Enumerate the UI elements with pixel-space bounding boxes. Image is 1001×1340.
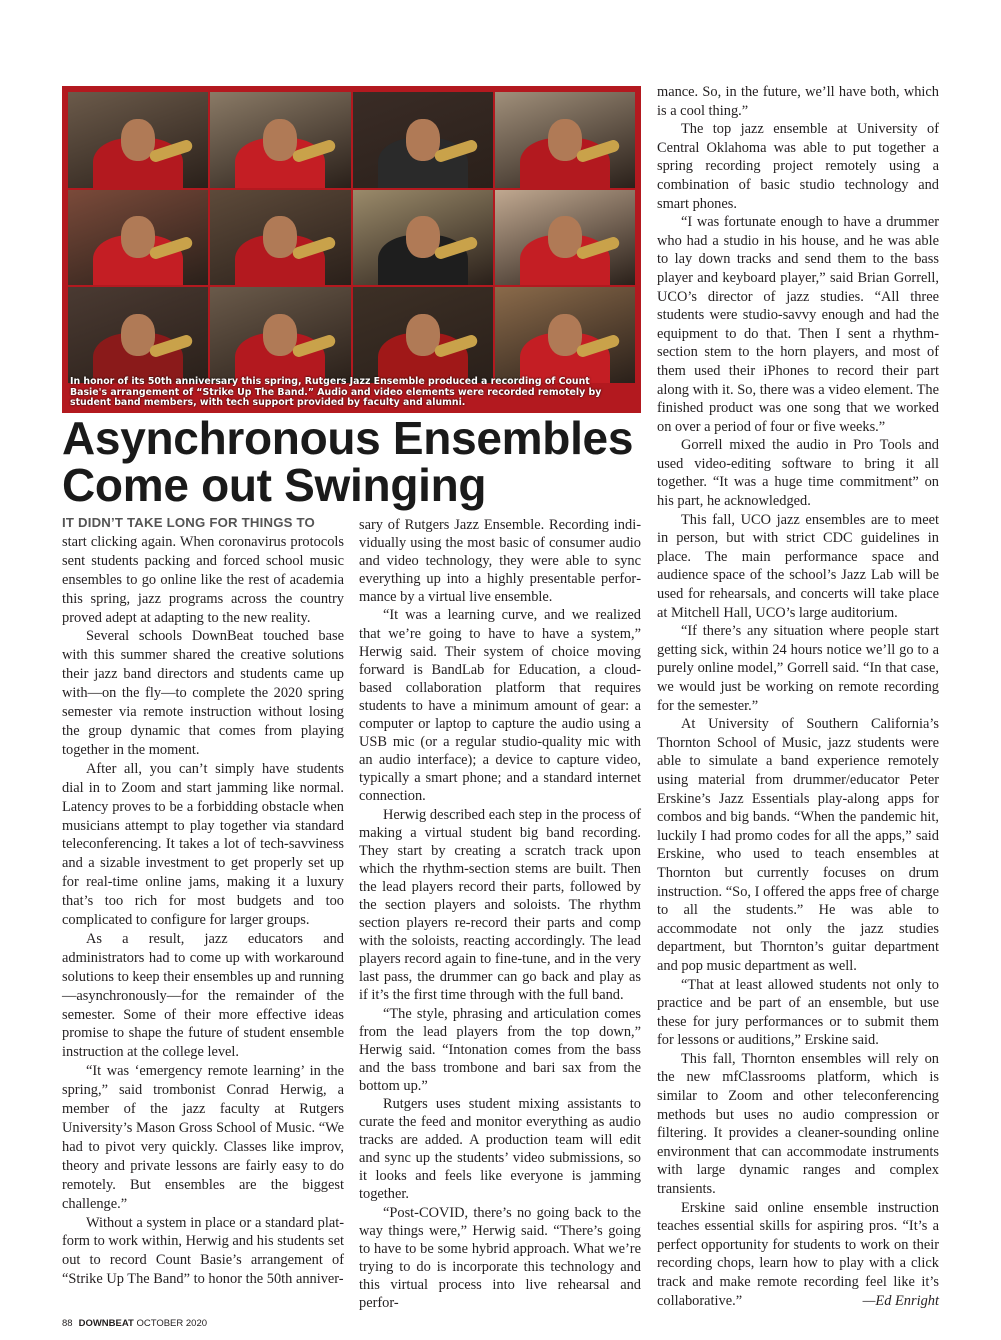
article-paragraph bbox=[62, 760, 344, 930]
video-tile-grid bbox=[68, 92, 635, 383]
article-paragraph bbox=[359, 516, 641, 606]
article-paragraph bbox=[657, 213, 939, 436]
paragraph-text: “Post-COVID, there’s no going back to the way things were,” Herwig said. “There’s going to have to be some hybrid approach. What we’re trying to do is incorporate this technology and this virtual process into live rehearsal and perfor- bbox=[359, 1204, 641, 1312]
paragraph-text: After all, you can’t simply have students dial in to Zoom and start jamming like normal. Latency proves to be a forbidding obstacle when musicians attempt to play together via standard teleconferencing. It takes a lot of tech-savviness and a sizable investment to get properly set up for real-time online jams, making it a luxury that’s too rich for most budgets and too complicated to configure for larger groups. bbox=[62, 760, 344, 929]
article-column-3 bbox=[657, 83, 939, 1310]
paragraph-text: mance. So, in the future, we’ll have both, which is a cool thing.” bbox=[657, 84, 939, 119]
article-column-1 bbox=[62, 514, 344, 1289]
paragraph-text: As a result, jazz educators and administrators had to come up with workaround solutions to keep their ensembles up and running—asynchronously—for the remainder of the semester. Some of their more effective ideas promise to shape the future of student ensemble instruction at the college level. bbox=[62, 930, 344, 1061]
page-footer bbox=[62, 1318, 207, 1329]
title-line-1: Asynchronous Ensembles bbox=[62, 412, 634, 464]
video-tile-musician bbox=[353, 287, 493, 383]
article-column-2 bbox=[359, 516, 641, 1312]
video-tile-musician bbox=[353, 190, 493, 286]
issue-date: OCTOBER 2020 bbox=[136, 1318, 208, 1329]
paragraph-text: Rutgers uses student mixing assistants to curate the feed and monitor everything as audio tracks are added. A production team will edit and sync up the students’ video submissions, so it looks and feels like everyone is jamming together. bbox=[359, 1096, 641, 1203]
article-paragraph bbox=[359, 1095, 641, 1204]
article-paragraph bbox=[657, 120, 939, 213]
article-paragraph bbox=[657, 715, 939, 975]
article-paragraph bbox=[62, 627, 344, 759]
magazine-name: DOWNBEAT bbox=[78, 1318, 134, 1329]
article-paragraph bbox=[657, 1199, 939, 1311]
paragraph-text: The top jazz ensemble at University of Central Oklahoma was able to put together a spring recording project remotely using a combination of basic studio technology and smart phones. bbox=[657, 121, 939, 212]
article-paragraph bbox=[657, 436, 939, 510]
paragraph-text: “The style, phrasing and articulation comes from the lead players from the top down,” Herwig said. “Intonation comes from the bass and the bass trombone and bari sax from the bottom up.” bbox=[359, 1005, 641, 1094]
author-byline: —Ed Enright bbox=[862, 1292, 939, 1309]
article-paragraph bbox=[62, 1214, 344, 1290]
article-paragraph bbox=[657, 622, 939, 715]
paragraph-text: Erskine said online ensemble instruction teaches essential skills for aspiring pros. “It’s a perfect opportunity for students to work on their recording chops, learn how to play with a click track and make remote recording feel like it’s collaborative.” bbox=[657, 1199, 939, 1309]
paragraph-text: “It was ‘emergency remote learning’ in the spring,” said trombonist Conrad Herwig, a member of the jazz faculty at Rutgers University’s Mason Gross School of Music. “We had to pivot very quickly. Classes like improv, theory and private lessons are fairly easy to do remotely. But ensembles are the biggest challenge.” bbox=[62, 1063, 344, 1212]
paragraph-text: sary of Rutgers Jazz Ensemble. Recording individually using the most basic of consumer audio and video technology, they were able to sync everything up into a highly presentable performance by a virtual live ensemble. bbox=[359, 517, 641, 606]
article-paragraph bbox=[359, 806, 641, 1005]
video-tile-musician bbox=[495, 92, 635, 188]
article-paragraph bbox=[657, 976, 939, 1050]
video-tile-musician bbox=[68, 92, 208, 188]
article-paragraph bbox=[657, 83, 939, 120]
paragraph-text: “I was fortunate enough to have a drummer who had a studio in his house, and he was able to lay down tracks and send them to the bass player and keyboard player,” said Brian Gorrell, UCO’s director of jazz studies. “All three students were studio-savvy enough and had the equipment to do that. Then I sent a rhythm-section stem to the horn players, and most of them used their iPhones to record their part along with it. So, there was a video element. The finished product was one song that we worked on over a period of four or five weeks.” bbox=[657, 214, 939, 435]
article-paragraph bbox=[657, 1050, 939, 1199]
video-tile-musician bbox=[495, 287, 635, 383]
paragraph-text: “If there’s any situation where people start getting sick, within 24 hours notice we’ll go to a purely online model,” Gorrell said. “In that case, we would just be working on remote recording for the semester.” bbox=[657, 623, 939, 714]
article-paragraph bbox=[359, 606, 641, 805]
paragraph-text: “It was a learning curve, and we realized that we’re going to have to have a system,” Herwig said. Their system of choice moving forward is BandLab for Education, a cloud-based collaboration platform that requires students to have a minimum amount of gear: a computer or laptop to capture the audio using a USB mic (or a regular studio-quality mic with an audio interface); a device to capture video, typically a smart phone; and a standard internet connection. bbox=[359, 607, 641, 805]
paragraph-text: Without a system in place or a standard platform to work within, Herwig and his students set out to record Count Basie’s arrangement of “Strike Up The Band” to honor the 50th anniver- bbox=[62, 1214, 344, 1288]
paragraph-text: Several schools DownBeat touched base with this summer shared the creative solutions their jazz band directors and students came up with—on the fly—to complete the 2020 spring semester via remote instruction without losing the group dynamic that comes from playing together in the moment. bbox=[62, 628, 344, 758]
paragraph-text: “That at least allowed students not only to practice and be part of an ensemble, but use these for jury performances or to submit them for lessons or auditions,” Erskine said. bbox=[657, 976, 939, 1049]
paragraph-text: At University of Southern California’s Thornton School of Music, jazz students were able to simulate a band experience remotely using material from drummer/educator Peter Erskine’s Jazz Essentials play-along apps for combos and big bands. “When the pandemic hit, luckily I had promo codes for all the apps,” said Erskine, who used to teach ensembles at Thornton but currently focuses on drum instruction. “So, I offered the apps free of charge to all the students.” He was able to accommodate not only the jazz studies department, but Thornton’s guitar department and pop music department as well. bbox=[657, 716, 939, 974]
video-tile-musician bbox=[68, 287, 208, 383]
paragraph-text: This fall, Thornton ensembles will rely on the new mfClassrooms platform, which is similar to Zoom and other teleconferencing methods but uses no audio compression or filtering. It provides a cleaner-sounding online environment that can accommodate instruments with large dynamic ranges and complex transients. bbox=[657, 1050, 939, 1198]
paragraph-text: Gorrell mixed the audio in Pro Tools and used video-editing software to bring it all together. “It was a huge time commitment” on his part, he acknowledged. bbox=[657, 437, 939, 510]
video-tile-musician bbox=[495, 190, 635, 286]
page-number: 88 bbox=[62, 1318, 73, 1329]
article-paragraph bbox=[359, 1204, 641, 1313]
photo-caption: In honor of its 50th anniversary this spring, Rutgers Jazz Ensemble produced a recording of Count Basie's arrangement of “Strike Up The Band.” Audio and video elements were recorded remotely by student band members, with tech support provided by faculty and alumni. bbox=[70, 376, 602, 408]
article-paragraph bbox=[62, 1062, 344, 1213]
video-tile-musician bbox=[68, 190, 208, 286]
lead-in-caps: IT DIDN’T TAKE LONG FOR THINGS TO bbox=[62, 515, 316, 530]
article-paragraph bbox=[62, 514, 344, 627]
video-tile-musician bbox=[210, 287, 350, 383]
paragraph-text: Herwig described each step in the process of making a virtual student big band recording. They start by creating a scratch track upon which the rhythm-section stems are built. Then the lead players record their parts, followed by the section players and soloists. The rhythm section players re-record their parts and comp with the soloists, reacting accordingly. The lead players record again to fine-tune, and in the very last pass, the drummer can go back and play as if it’s the first time through with the full band. bbox=[359, 806, 641, 1004]
title-line-2: Come out Swinging bbox=[62, 459, 487, 511]
article-paragraph bbox=[62, 930, 344, 1062]
article-title bbox=[62, 412, 654, 511]
video-tile-musician bbox=[210, 92, 350, 188]
video-tile-musician bbox=[210, 190, 350, 286]
ensemble-video-collage-photo bbox=[62, 86, 641, 413]
video-tile-musician bbox=[353, 92, 493, 188]
article-paragraph bbox=[359, 1005, 641, 1095]
article-paragraph bbox=[657, 511, 939, 623]
paragraph-text: start clicking again. When coronavirus protocols sent students packing and forced school music ensembles to go online like the rest of academia this spring, jazz programs across the country proved adept at adapting to the new reality. bbox=[62, 533, 344, 626]
paragraph-text: This fall, UCO jazz ensembles are to meet in person, but with strict CDC guidelines in place. The main performance space and audience space of the school’s Jazz Lab will be used for rehearsals, and concerts will take place at Mitchell Hall, UCO’s large auditorium. bbox=[657, 511, 939, 621]
